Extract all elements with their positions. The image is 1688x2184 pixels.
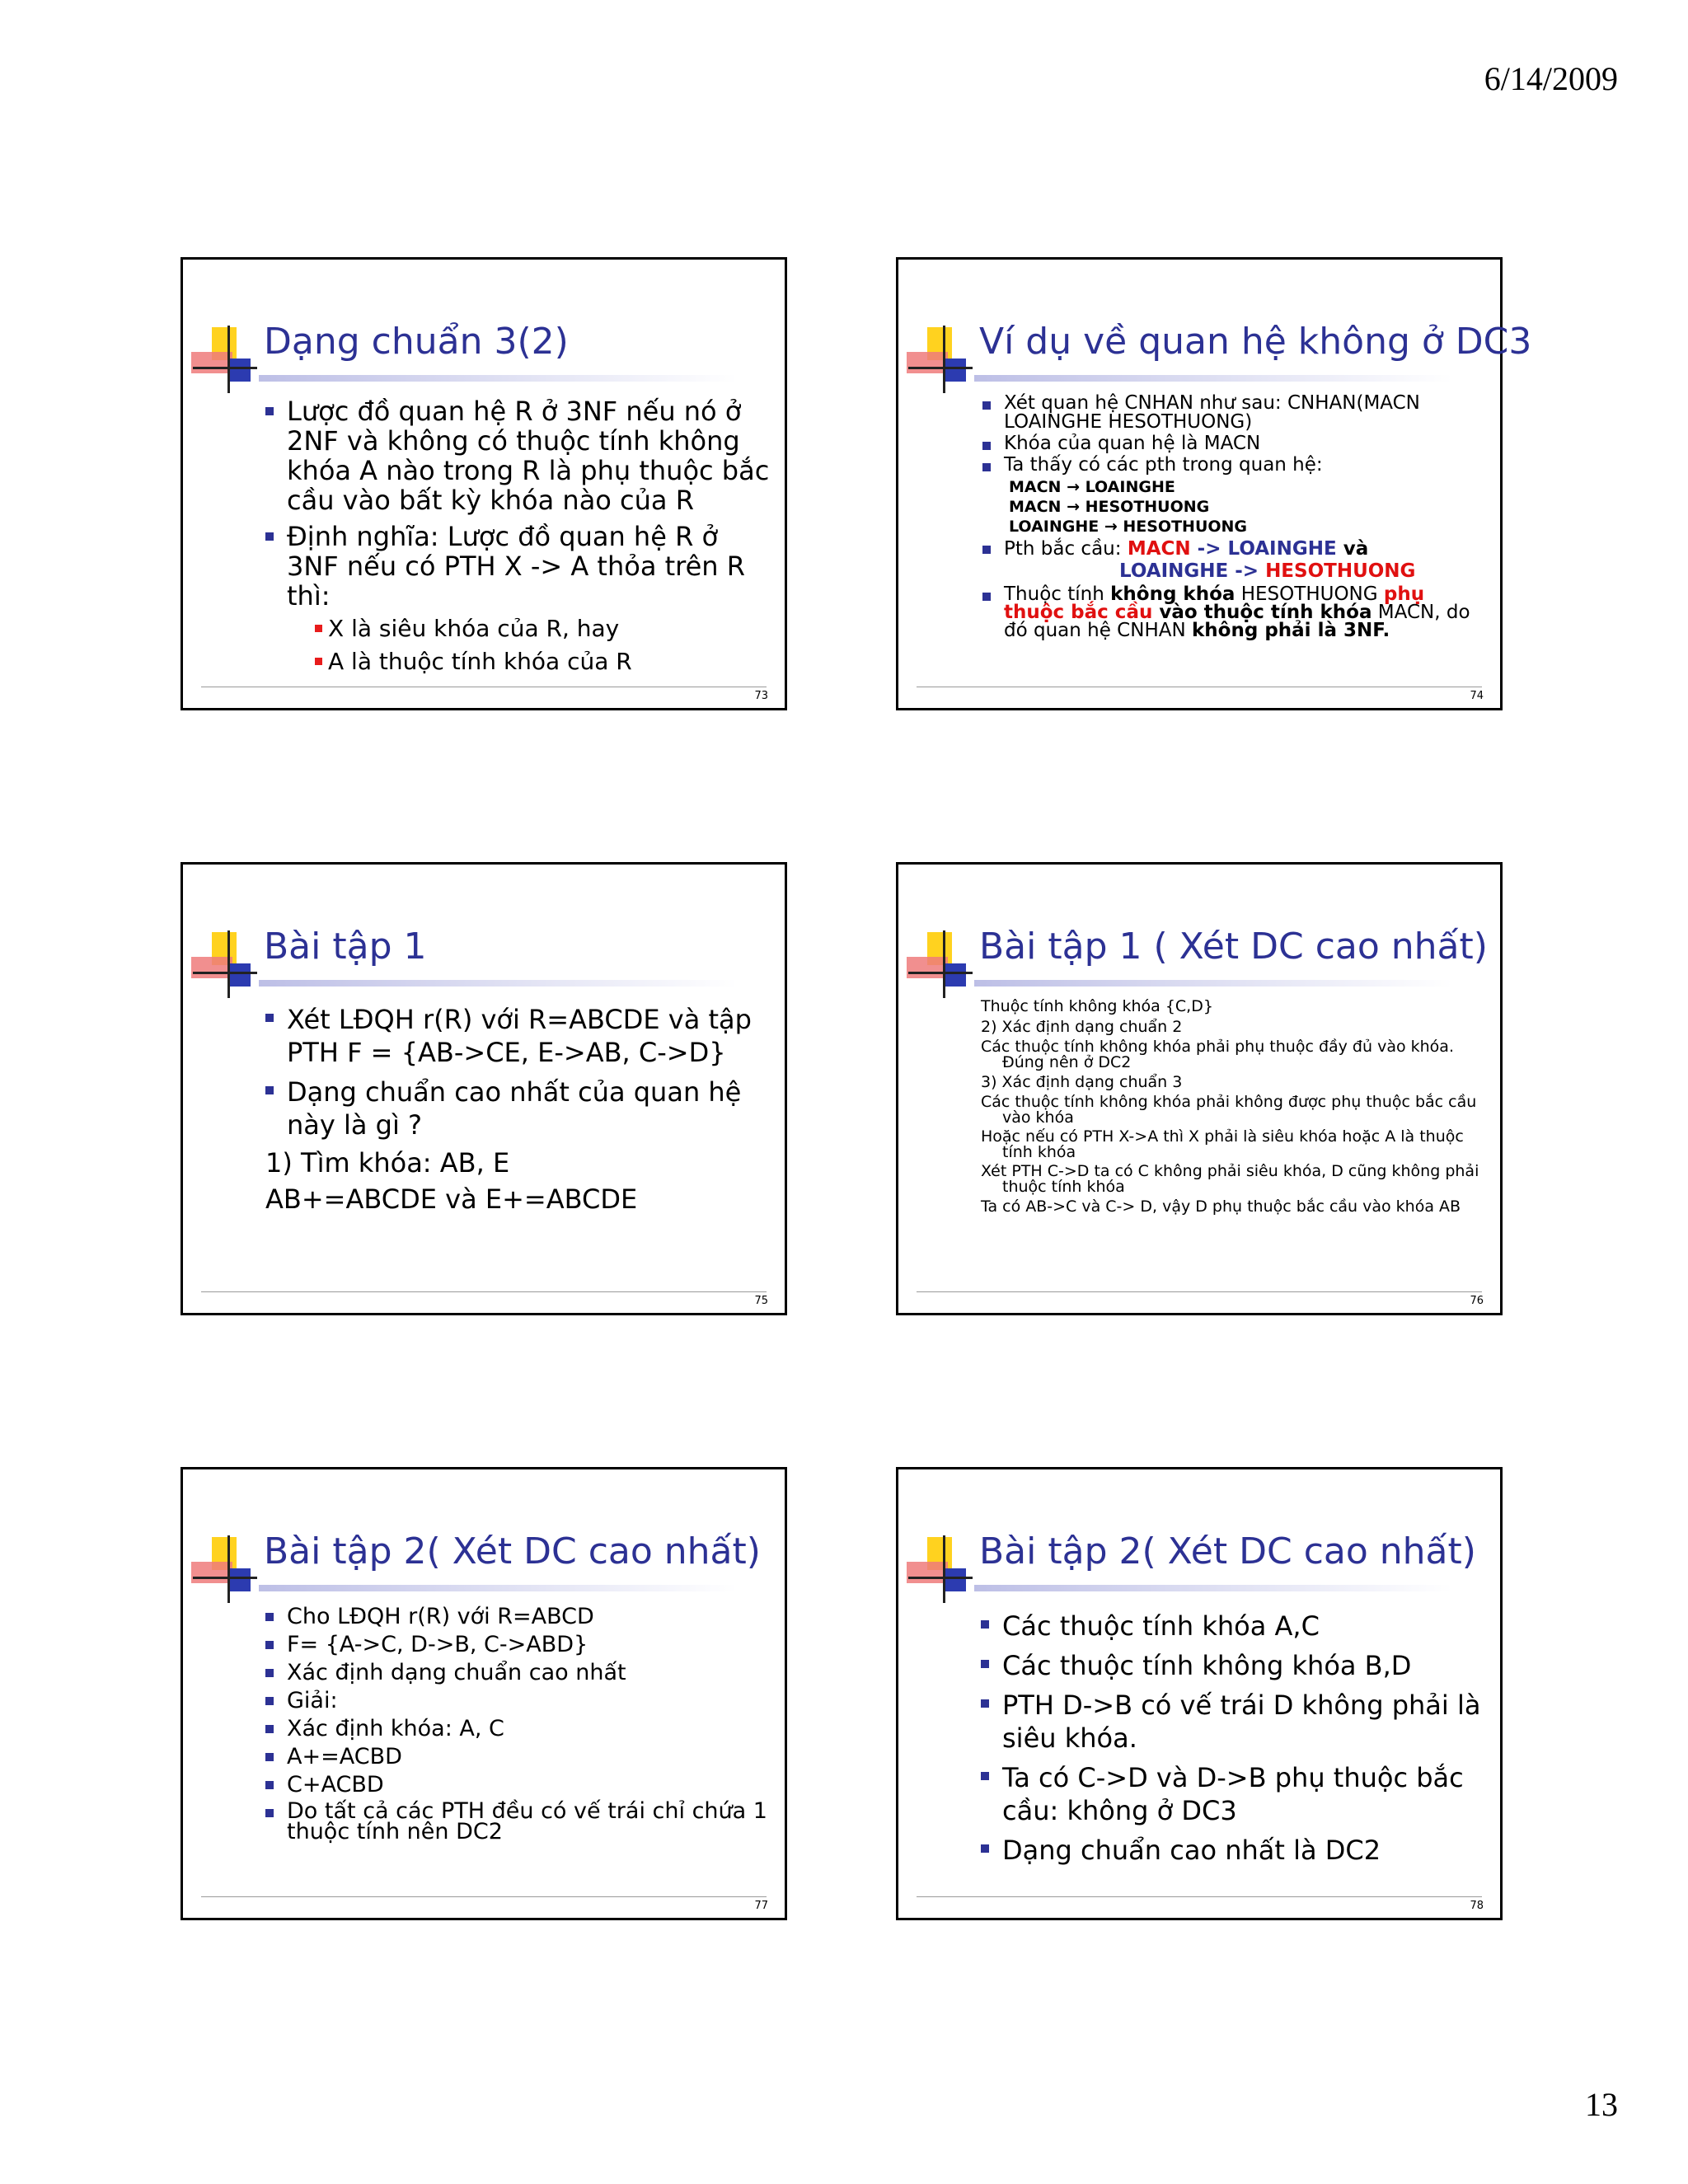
slide-number: 76 — [1470, 1295, 1484, 1307]
list-item: Các thuộc tính khóa A,C — [981, 1610, 1489, 1643]
text-line: Thuộc tính không khóa {C,D} — [981, 997, 1213, 1015]
slide-number: 78 — [1470, 1900, 1484, 1912]
list-item: Xét quan hệ CNHAN như sau: CNHAN(MACN LOAINGHE HESOTHUONG) — [982, 394, 1489, 432]
text-line: 1) Tìm khóa: AB, E — [265, 1147, 510, 1179]
fd-item: MACN → HESOTHUONG — [1009, 498, 1210, 516]
text-line: 3) Xác định dạng chuẩn 3 — [981, 1073, 1183, 1091]
bullet-list — [265, 396, 773, 675]
footer-rule — [917, 1291, 1482, 1292]
list-item — [265, 522, 773, 675]
slide-title: Ví dụ về quan hệ không ở DC3 — [979, 321, 1532, 363]
fd-left: LOAINGHE — [1119, 560, 1229, 582]
slide-logo-icon — [191, 326, 259, 393]
fd-arrow: -> — [1228, 560, 1266, 582]
slide-number: 75 — [754, 1295, 768, 1307]
slide-logo-icon — [907, 326, 974, 393]
list-item: Lược đồ quan hệ R ở 3NF nếu nó ở 2NF và không có thuộc tính không khóa A nào trong R là phụ thuộc bắc cầu vào bất kỳ khóa nào của R — [265, 396, 773, 515]
text-line: Các thuộc tính không khóa phải không được phụ thuộc bắc cầu vào khóa — [981, 1093, 1477, 1127]
slide-logo-icon — [191, 930, 259, 998]
title-rule — [259, 1585, 737, 1591]
title-rule — [974, 1585, 1452, 1591]
text: phụ thuộc bắc cầu — [1004, 583, 1425, 623]
bullet-list — [982, 538, 1489, 640]
list-item — [982, 585, 1489, 640]
footer-rule — [201, 1896, 767, 1897]
text: vào thuộc tính khóa — [1152, 602, 1372, 623]
title-rule — [974, 980, 1452, 987]
list-item: Các thuộc tính không khóa B,D — [981, 1649, 1489, 1682]
text: không phải là 3NF. — [1192, 620, 1390, 641]
slide-75 — [181, 862, 787, 1315]
text: không khóa — [1110, 583, 1236, 605]
sub-list-item: A là thuộc tính khóa của R — [287, 649, 773, 675]
fd-arrow: -> — [1190, 538, 1228, 560]
list-item: Ta thấy có các pth trong quan hệ: — [982, 456, 1489, 475]
list-item: Khóa của quan hệ là MACN — [982, 434, 1489, 453]
list-item: A+=ACBD — [265, 1745, 773, 1769]
text: và — [1336, 538, 1369, 560]
page-date: 6/14/2009 — [1484, 60, 1618, 97]
bullet-text: Định nghĩa: Lược đồ quan hệ R ở 3NF nếu có PTH X -> A thỏa trên R thì: — [287, 521, 745, 612]
bullet-list — [981, 1610, 1489, 1867]
list-item: Dạng chuẩn cao nhất là DC2 — [981, 1834, 1489, 1867]
fd-item: LOAINGHE → HESOTHUONG — [1009, 518, 1248, 536]
list-item: Ta có C->D và D->B phụ thuộc bắc cầu: không ở DC3 — [981, 1761, 1489, 1827]
list-item: Xác định dạng chuẩn cao nhất — [265, 1661, 773, 1685]
sub-bullet-list — [287, 616, 773, 675]
text-line: 2) Xác định dạng chuẩn 2 — [981, 1018, 1183, 1036]
slide-number: 73 — [754, 690, 768, 702]
bullet-list — [982, 394, 1489, 475]
slide-title: Bài tập 2( Xét DC cao nhất) — [264, 1530, 761, 1572]
list-item — [982, 538, 1489, 583]
text-line: Xét PTH C->D ta có C không phải siêu khóa, D cũng không phải thuộc tính khóa — [981, 1162, 1479, 1196]
fd-right: LOAINGHE — [1227, 538, 1337, 560]
bullet-list — [265, 1605, 773, 1842]
text-line: Ta có AB->C và C-> D, vậy D phụ thuộc bắc cầu vào khóa AB — [981, 1197, 1461, 1216]
list-item: Xét LĐQH r(R) với R=ABCDE và tập PTH F = {AB->CE, E->AB, C->D} — [265, 1003, 773, 1069]
fd-item: MACN → LOAINGHE — [1009, 478, 1175, 496]
text-line: AB+=ABCDE và E+=ABCDE — [265, 1183, 638, 1215]
list-item: F= {A->C, D->B, C->ABD} — [265, 1633, 773, 1657]
text-line: Hoặc nếu có PTH X->A thì X phải là siêu khóa hoặc A là thuộc tính khóa — [981, 1127, 1464, 1161]
footer-rule — [917, 1896, 1482, 1897]
fd-left: MACN — [1127, 538, 1191, 560]
slide-number: 74 — [1470, 690, 1484, 702]
text: Pth bắc cầu: — [1004, 538, 1128, 560]
slide-title: Bài tập 1 — [264, 926, 427, 968]
title-rule — [259, 375, 737, 382]
slide-title: Bài tập 1 ( Xét DC cao nhất) — [979, 926, 1488, 968]
list-item: Dạng chuẩn cao nhất của quan hệ này là gì ? — [265, 1076, 773, 1141]
text: HESOTHUONG — [1235, 583, 1384, 605]
footer-rule — [201, 1291, 767, 1292]
bullet-list — [265, 1003, 773, 1141]
slide-title: Bài tập 2( Xét DC cao nhất) — [979, 1530, 1476, 1572]
text: Thuộc tính — [1004, 583, 1111, 605]
sub-list-item: X là siêu khóa của R, hay — [287, 616, 773, 642]
list-item: PTH D->B có vế trái D không phải là siêu khóa. — [981, 1689, 1489, 1755]
text: MACN, do đó quan hệ CNHAN — [1004, 602, 1470, 641]
title-rule — [259, 980, 737, 987]
text-line: Các thuộc tính không khóa phải phụ thuộc đầy đủ vào khóa. Đúng nên ở DC2 — [981, 1038, 1454, 1071]
slide-73 — [181, 257, 787, 710]
slide-logo-icon — [191, 1535, 259, 1603]
slide-74 — [896, 257, 1532, 710]
slide-78 — [896, 1467, 1503, 1920]
slide-76 — [896, 862, 1503, 1315]
list-item: Do tất cả các PTH đều có vế trái chỉ chứa 1 thuộc tính nên DC2 — [265, 1801, 773, 1842]
slide-number: 77 — [754, 1900, 768, 1912]
fd-right: HESOTHUONG — [1265, 560, 1416, 582]
slide-77 — [181, 1467, 787, 1920]
title-rule — [974, 375, 1452, 382]
list-item: Cho LĐQH r(R) với R=ABCD — [265, 1605, 773, 1629]
slide-logo-icon — [907, 930, 974, 998]
list-item: Giải: — [265, 1689, 773, 1713]
slide-logo-icon — [907, 1535, 974, 1603]
list-item: C+ACBD — [265, 1773, 773, 1797]
page-number: 13 — [1585, 2086, 1618, 2123]
slide-title: Dạng chuẩn 3(2) — [264, 321, 569, 363]
list-item: Xác định khóa: A, C — [265, 1717, 773, 1741]
